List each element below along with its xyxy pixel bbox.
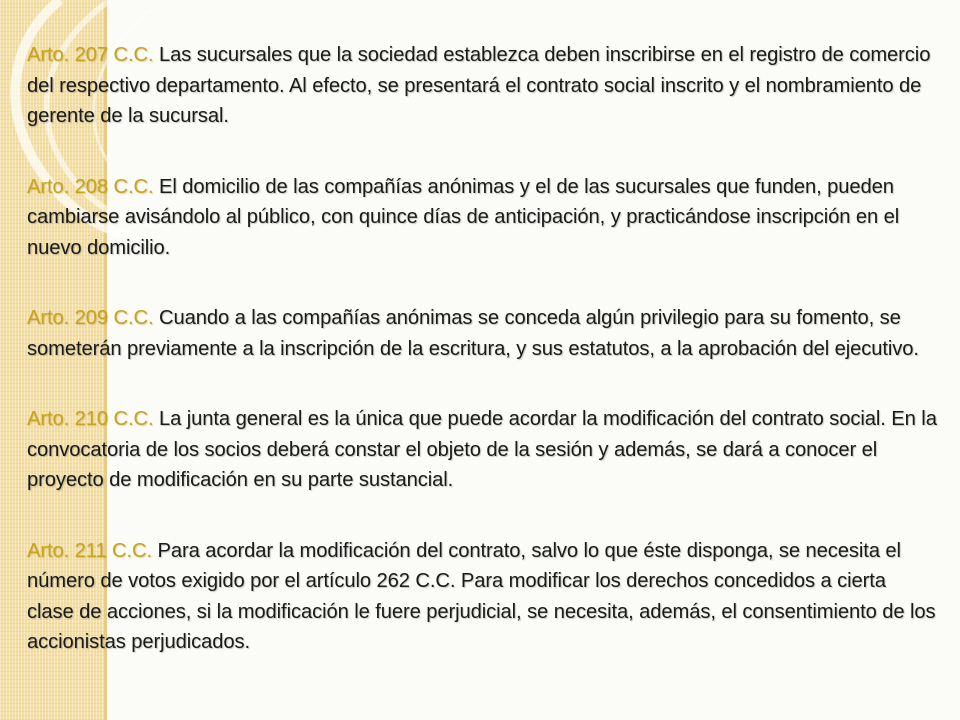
article-207-reference: Arto. 207 C.C. <box>27 44 154 66</box>
article-209 <box>27 303 937 364</box>
article-208-text: El domicilio de las compañías anónimas y el de las sucursales que funden, pueden cambiarse avisándolo al público, con quince días de anticipación, y practicándose inscripción en el nuevo domicilio. <box>27 175 900 259</box>
articles-content <box>27 40 937 698</box>
article-207-text: Las sucursales que la sociedad establezca deben inscribirse en el registro de comercio del respectivo departamento. Al efecto, se presentará el contrato social inscrito y el nombramiento de gerente de la sucursal. <box>27 44 931 127</box>
article-208 <box>27 172 937 264</box>
article-211-text: Para acordar la modificación del contrato, salvo lo que éste disponga, se necesita el número de votos exigido por el artículo 262 C.C. Para modificar los derechos concedidos a cierta clase de acciones, si la modificación le fuere perjudicial, se necesita, además, el consentimiento de los accionistas perjudicados. <box>27 539 936 653</box>
article-211-reference: Arto. 211 C.C. <box>27 539 153 562</box>
article-210 <box>27 404 937 496</box>
article-207 <box>27 40 937 132</box>
article-208-reference: Arto. 208 C.C. <box>27 175 154 198</box>
article-210-reference: Arto. 210 C.C. <box>27 408 154 430</box>
article-210-text: La junta general es la única que puede acordar la modificación del contrato social. En la convocatoria de los socios deberá constar el objeto de la sesión y además, se dará a conocer el proyecto de modificación en su parte sustancial. <box>27 408 937 491</box>
article-209-reference: Arto. 209 C.C. <box>27 307 154 329</box>
article-209-text: Cuando a las compañías anónimas se conceda algún privilegio para su fomento, se someterán previamente a la inscripción de la escritura, y sus estatutos, a la aprobación del ejecutivo. <box>27 307 919 360</box>
article-211 <box>27 536 937 658</box>
